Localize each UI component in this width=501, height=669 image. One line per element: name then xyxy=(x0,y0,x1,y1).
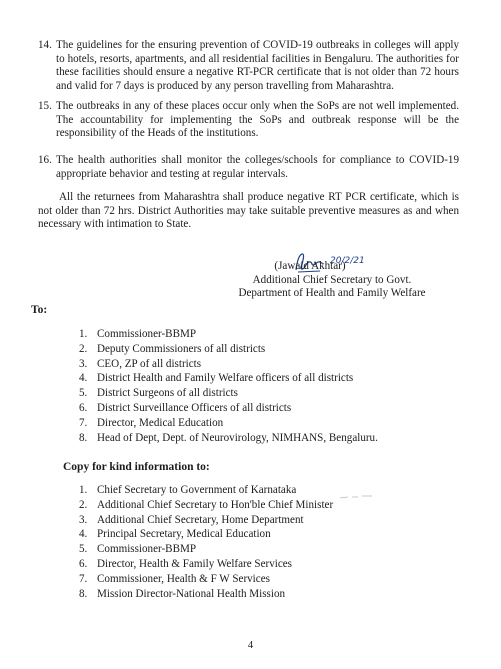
signatory-title: Additional Chief Secretary to Govt. xyxy=(252,273,412,286)
list-item: 7. Commissioner, Health & F W Services xyxy=(79,572,270,585)
page-number: 4 xyxy=(247,640,254,651)
list-item: 2. Deputy Commissioners of all districts xyxy=(79,342,266,355)
paragraph-14 xyxy=(38,39,459,93)
list-item: 8. Head of Dept, Dept. of Neurovirology, NIMHANS, Bengaluru. xyxy=(79,431,378,444)
list-item: 5. District Surgeons of all districts xyxy=(79,387,238,400)
svg-text:20/2/21: 20/2/21 xyxy=(330,256,365,266)
list-item: 6. District Surveillance Officers of all districts xyxy=(79,401,292,414)
list-item: 8. Mission Director-National Health Mission xyxy=(79,587,286,600)
signatory-name: (Jawaid Akhtar) xyxy=(274,260,346,272)
to-label: To: xyxy=(31,304,48,316)
signature-block xyxy=(212,260,452,301)
closing-text: All the returnees from Maharashtra shall produce negative RT PCR certificate, which is not older than 72 hrs. District Authorities may take suitable preventive measures as and when necessary with intimation to State. xyxy=(38,191,459,231)
list-item: 5. Commissioner-BBMP xyxy=(79,543,197,556)
list-item: 3. CEO, ZP of all districts xyxy=(79,357,202,370)
scan-artifact xyxy=(338,493,374,501)
paragraph-number: 14. xyxy=(38,39,52,51)
paragraph-16 xyxy=(38,154,459,181)
paragraph-15 xyxy=(38,100,459,141)
closing-paragraph xyxy=(38,191,459,232)
signatory-department: Department of Health and Family Welfare xyxy=(238,287,426,300)
list-item: 7. Director, Medical Education xyxy=(79,416,224,429)
list-item: 1. Chief Secretary to Government of Karnataka xyxy=(79,484,297,496)
list-item: 6. Director, Health & Family Welfare Services xyxy=(79,557,292,570)
paragraph-text: The guidelines for the ensuring prevention of COVID-19 outbreaks in colleges will apply to hotels, resorts, apartments, and all residential facilities in Bengaluru. The authorities for these facilities should ensure a negative RT-PCR certificate that is not older than 72 hours and valid for 7 days is produced by any person travelling from Maharashtra. xyxy=(56,39,459,92)
paragraph-text: The health authorities shall monitor the colleges/schools for compliance to COVID-19 appropriate behavior and testing at regular intervals. xyxy=(56,154,459,180)
list-item: 1. Commissioner-BBMP xyxy=(79,328,197,340)
copy-label: Copy for kind information to: xyxy=(63,461,210,473)
list-item: 3. Additional Chief Secretary, Home Department xyxy=(79,513,304,526)
paragraph-number: 16. xyxy=(38,154,52,166)
paragraph-text: The outbreaks in any of these places occur only when the SoPs are not well implemented. The accountability for implementing the SoPs and outbreak response will be the responsibility of the Heads of the institutions. xyxy=(56,100,459,140)
copy-list xyxy=(79,483,333,601)
list-item: 2. Additional Chief Secretary to Hon'ble Chief Minister xyxy=(79,498,334,511)
list-item: 4. Principal Secretary, Medical Education xyxy=(79,528,271,541)
paragraph-number: 15. xyxy=(38,100,52,112)
to-list xyxy=(79,327,378,445)
list-item: 4. District Health and Family Welfare officers of all districts xyxy=(79,372,354,385)
